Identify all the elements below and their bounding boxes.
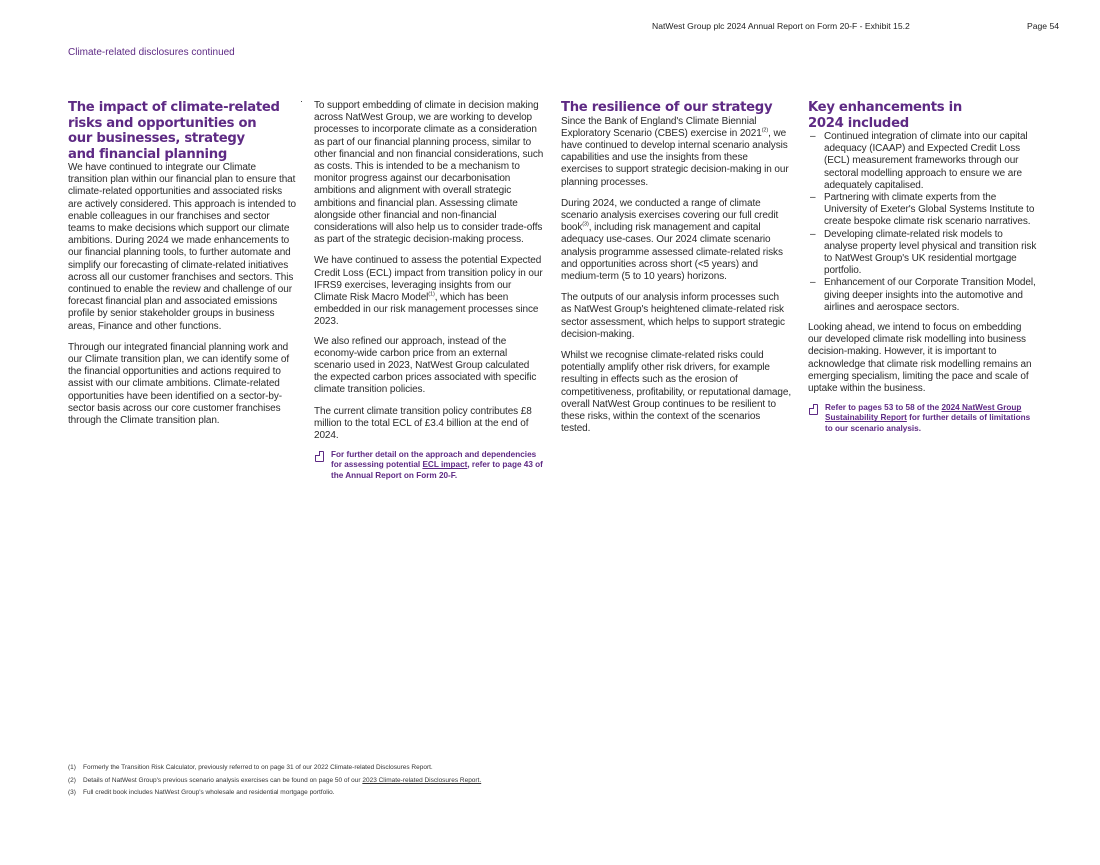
enhancements-list — [808, 131, 1038, 314]
footnote-number: (3) — [68, 789, 76, 796]
paragraph: Whilst we recognise climate-related risks could potentially amplify other risk drivers, for example resulting in effects such as the erosion of competitiveness, profitability, or reputational damage, overall NatWest Group continues to be resilient to these risks, within the context of the scenarios tested. — [561, 349, 791, 435]
footnote-ref[interactable]: (2) — [761, 127, 769, 134]
footnote-text: Full credit book includes NatWest Group's wholesale and residential mortgage portfolio. — [83, 789, 335, 796]
paragraph: Through our integrated financial planning work and our Climate transition plan, we can identify some of the financial opportunities and actions required to assist with our climate ambitions. Climate-related opportunities have been identified on a sector-by-sector basis across our core customer franchises through the Climate transition plan. — [68, 341, 290, 427]
text-span: , refer to page 43 of the Annual Report on Form 20-F. — [331, 460, 543, 480]
heading-enhancements — [808, 100, 1038, 131]
section-label: Climate-related disclosures continued — [68, 47, 235, 58]
text-span: , which has been embedded in our risk management processes since 2023. — [314, 292, 539, 328]
text-span: Since the Bank of England's Climate Biennial Exploratory Scenario (CBES) exercise in 2021 — [561, 115, 762, 139]
document-icon — [809, 404, 818, 415]
list-item: – Partnering with climate experts from the University of Exeter's Global Systems Institute to create bespoke climate risk scenario narratives. — [808, 192, 1038, 229]
paragraph: The outputs of our analysis inform processes such as NatWest Group's heightened climate-related risk sector assessment, which helps to support strategic decision-making. — [561, 292, 785, 340]
heading-line: The resilience of our strategy — [561, 100, 773, 115]
heading-line: Key enhancements in — [808, 100, 962, 115]
reference-text — [331, 450, 544, 481]
document-icon — [315, 451, 324, 462]
paragraph-cbes — [561, 116, 791, 189]
heading-line: 2024 included — [808, 115, 909, 131]
list-item: – Enhancement of our Corporate Transition Model, giving deeper insights into the automotive and airlines and aerospace sectors. — [808, 277, 1038, 314]
paragraph: To support embedding of climate in decision making across NatWest Group, we are working to develop processes to incorporate climate as a consideration as part of our financial planning process, similar to other financial and non financial considerations, such as costs. This is intended to be a mechanism to monitor progress against our decarbonisation ambitions and alignment with overall strategic ambitions and financial plan. Assessing climate alongside other financial and non-financial considerations will also help us to consider trade-offs as part of the strategic decision-making process. — [314, 100, 544, 246]
column-impact — [68, 100, 298, 434]
paragraph-ecl — [314, 255, 544, 328]
footnote — [68, 777, 481, 784]
paragraph: The current climate transition policy contributes £8 million to the total ECL of £3.4 billion at the end of 2024. — [314, 405, 532, 442]
sustainability-report-link[interactable]: 2024 NatWest Group Sustainability Report — [825, 403, 1022, 423]
list-item: – Developing climate-related risk models to analyse property level physical and transition risk to NatWest Group's UK residential mortgage portfolio. — [808, 229, 1038, 278]
text-span: , including risk management and capital adequacy use-cases. Our 2024 climate scenario analysis programme assessed climate-related risks and opportunities across short (<5 years) and medium-term (5 to 10 years) horizons. — [561, 222, 783, 282]
footnote-number: (1) — [68, 764, 76, 771]
heading-line: The impact of climate-related — [68, 100, 280, 115]
list-item: – Continued integration of climate into our capital adequacy (ICAAP) and Expected Credit Loss (ECL) measurement frameworks through our sectoral modelling approach to ensure we are adequately capitalised. — [808, 131, 1038, 192]
text-span: Refer to pages 53 to 58 of the — [825, 403, 942, 413]
paragraph: We also refined our approach, instead of the economy-wide carbon price from an external scenario used in 2023, NatWest Group calculated the expected carbon prices associated with specific climate transition policies. — [314, 335, 537, 396]
footnote-ref[interactable]: (1) — [428, 291, 435, 298]
text-span: for further details of limitations to our scenario analysis. — [825, 413, 1031, 433]
paragraph-credit-book — [561, 198, 791, 283]
heading-resilience — [561, 100, 791, 116]
heading-line: our businesses, strategy — [68, 131, 245, 146]
footnote — [68, 764, 433, 771]
disclosures-report-link[interactable]: 2023 Climate-related Disclosures Report. — [362, 777, 482, 784]
reference-callout — [808, 403, 1038, 434]
column-embedding — [314, 100, 544, 481]
text-span: During 2024, we conducted a range of climate scenario analysis exercises covering our full credit book — [561, 197, 779, 234]
heading-line: risks and opportunities on — [68, 115, 257, 131]
footnote-text: Formerly the Transition Risk Calculator, previously referred to on page 31 of our 2022 Climate-related Disclosures Report. — [83, 764, 433, 771]
column-enhancements — [808, 100, 1038, 434]
reference-text — [825, 403, 1038, 434]
column-marker — [301, 101, 302, 102]
text-span: For further detail on the approach and dependencies for assessing potential — [331, 450, 537, 470]
text-span: , we have continued to develop internal scenario analysis capabilities and use the insights from these exercises to support strategic decision-making in our planning processes. — [561, 127, 789, 188]
footnote — [68, 789, 335, 796]
page-number: Page 54 — [1027, 21, 1060, 31]
document-title: NatWest Group plc 2024 Annual Report on Form 20-F - Exhibit 15.2 — [652, 21, 910, 31]
paragraph: We have continued to integrate our Climate transition plan within our financial plan to ensure that climate-related opportunities and associated risks are actively considered. This approach is intended to enable colleagues in our franchises and sector teams to make decisions which support our climate ambitions. During 2024 we made enhancements to our financial planning tools, to further automate and simplify our forecasting of climate-related initiatives across all our customer franchises and sectors. This continued to enable the review and challenge of our forecast financial plan and associated emissions profile by senior stakeholder groups in business areas, Finance and other functions. — [68, 162, 296, 332]
footnote-number: (2) — [68, 777, 76, 784]
ecl-impact-link[interactable]: ECL impact — [422, 460, 468, 470]
text-span: We have continued to assess the potential Expected Credit Loss (ECL) impact from transition policy in our IFRS9 exercises, leveraging insights from our Climate Risk Macro Model — [314, 255, 543, 304]
heading-line: and financial planning — [68, 146, 227, 162]
heading-impact — [68, 100, 298, 162]
reference-callout — [314, 450, 544, 481]
footnote-text: Details of NatWest Group's previous scenario analysis exercises can be found on page 50 of our — [83, 777, 363, 784]
column-resilience — [561, 100, 791, 442]
paragraph: Looking ahead, we intend to focus on embedding our developed climate risk modelling into business decision-making. However, it is important to acknowledge that climate risk modelling remains an emerging specialism, limiting the pace and scale of uptake within the business. — [808, 322, 1032, 395]
footnote-ref[interactable]: (3) — [582, 221, 589, 228]
